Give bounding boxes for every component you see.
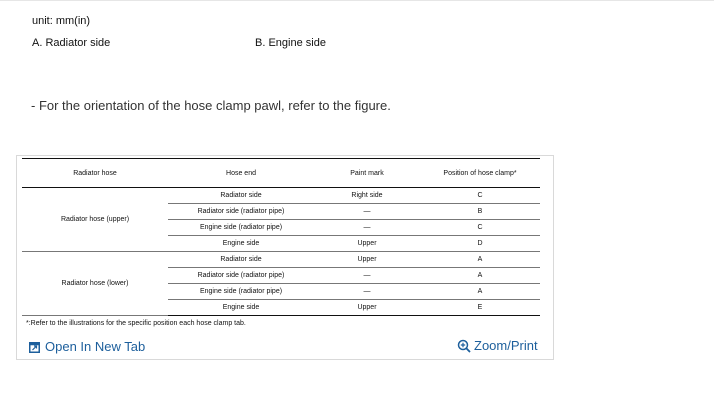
zoom-print-link[interactable]: [457, 338, 538, 353]
paint-mark-cell: —: [314, 204, 420, 220]
paint-mark-cell: —: [314, 268, 420, 284]
orientation-note: - For the orientation of the hose clamp pawl, refer to the figure.: [31, 98, 391, 113]
paint-mark-cell: Upper: [314, 252, 420, 268]
hose-end-cell: Radiator side (radiator pipe): [168, 268, 314, 284]
hose-end-cell: Engine side: [222, 304, 260, 311]
hose-end-cell: Radiator side (radiator pipe): [168, 204, 314, 220]
hose-end-cell: Radiator side: [168, 188, 314, 204]
zoom-print-label: Zoom/Print: [474, 338, 538, 353]
unit-label: unit: mm(in): [32, 15, 91, 27]
table-row: [22, 188, 540, 204]
header-radiator-hose: Radiator hose: [22, 159, 168, 188]
header-clamp-position: Position of hose clamp*: [420, 159, 540, 188]
table-header-row: [22, 159, 540, 188]
hose-end-cell: Engine side (radiator pipe): [168, 220, 314, 236]
hose-group-upper: Radiator hose (upper): [22, 188, 168, 252]
table-row: [22, 252, 540, 268]
top-divider: [0, 0, 714, 1]
external-window-icon: [29, 341, 40, 352]
hose-end-cell: Engine side (radiator pipe): [168, 284, 314, 300]
paint-mark-cell: —: [314, 284, 420, 300]
clamp-position-cell: A: [420, 268, 540, 284]
hose-end-cell: Engine side: [168, 236, 314, 252]
clamp-position-cell: C: [420, 220, 540, 236]
paint-mark-cell: Upper: [357, 304, 377, 311]
clamp-position-cell: C: [420, 188, 540, 204]
side-a-label: A. Radiator side: [32, 37, 111, 49]
clamp-position-cell: D: [420, 236, 540, 252]
side-b-label: B. Engine side: [255, 37, 326, 49]
open-in-new-tab-label: Open In New Tab: [45, 339, 146, 354]
zoom-in-icon: [457, 339, 471, 353]
paint-mark-cell: Right side: [314, 188, 420, 204]
clamp-position-cell: B: [420, 204, 540, 220]
clamp-position-cell: E: [477, 304, 483, 311]
hose-clamp-table: [22, 158, 540, 316]
paint-mark-cell: Upper: [314, 236, 420, 252]
header-paint-mark: Paint mark: [314, 159, 420, 188]
hose-group-lower: Radiator hose (lower): [22, 252, 168, 316]
table-footnote: *:Refer to the illustrations for the specific position each hose clamp tab.: [26, 320, 246, 327]
header-hose-end: Hose end: [168, 159, 314, 188]
hose-table-container: [22, 158, 540, 316]
hose-end-cell: Radiator side: [168, 252, 314, 268]
clamp-position-cell: A: [420, 252, 540, 268]
clamp-position-cell: A: [420, 284, 540, 300]
paint-mark-cell: —: [314, 220, 420, 236]
open-in-new-tab-link[interactable]: [29, 339, 145, 354]
